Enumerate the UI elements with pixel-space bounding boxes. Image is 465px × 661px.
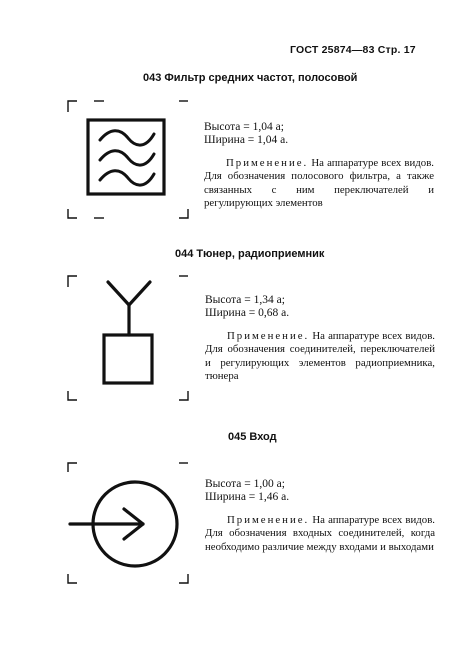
height-045: Высота = 1,00 a; xyxy=(205,478,285,490)
height-043: Высота = 1,04 a; xyxy=(204,121,284,133)
width-045: Ширина = 1,46 a. xyxy=(205,491,290,503)
width-044: Ширина = 0,68 a. xyxy=(205,307,290,319)
usage-045: Применение. На аппаратуре всех видов. Для обозначения входных соединителей, когда необходимо различие между входами и выходами xyxy=(205,514,435,553)
usage-043: Применение. На аппаратуре всех видов. Для обозначения полосового фильтра, а также связанных с ним переключателей и регулирующих элементов xyxy=(204,157,434,209)
height-044: Высота = 1,34 a; xyxy=(205,294,285,306)
section-title-043: 043 Фильтр средних частот, полосовой xyxy=(143,72,358,84)
section-title-044: 044 Тюнер, радиоприемник xyxy=(175,248,325,260)
section-title-045: 045 Вход xyxy=(228,431,277,443)
page-header: ГОСТ 25874—83 Стр. 17 xyxy=(290,44,416,56)
width-043: Ширина = 1,04 a. xyxy=(204,134,289,146)
usage-044: Применение. На аппаратуре всех видов. Для обозначения соединителей, переключателей и регулирующих элементов радиоприемника, тюнера xyxy=(205,330,435,382)
